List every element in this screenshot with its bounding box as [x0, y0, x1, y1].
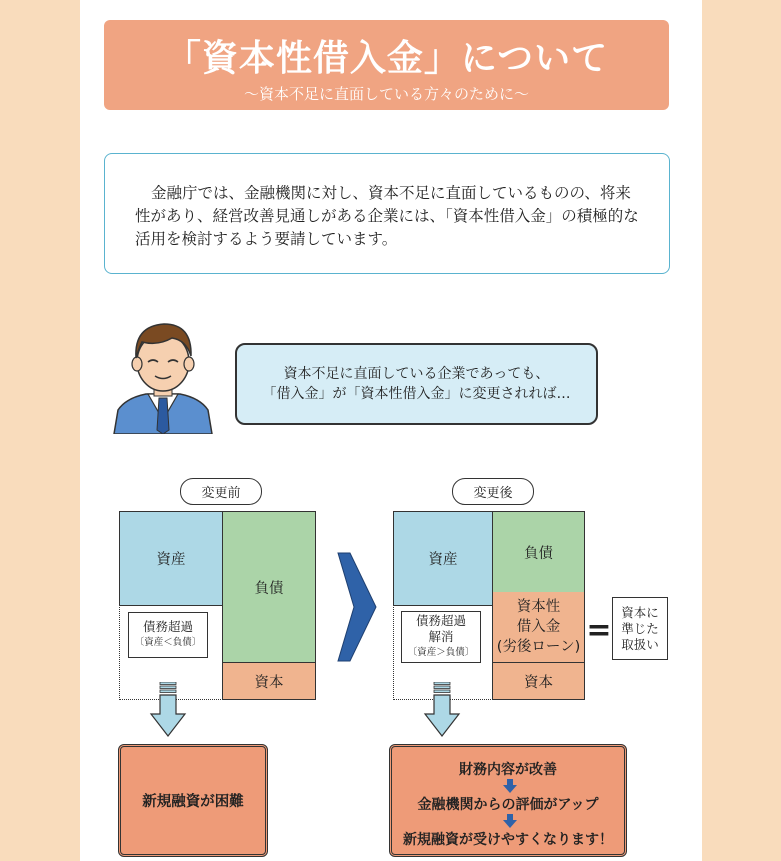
- transition-arrow-icon: [336, 551, 378, 663]
- after-capital-loan-box: [492, 592, 585, 663]
- after-liabilities-box: 負債: [492, 511, 585, 593]
- result-line-3: 新規融資が受けやすくなります！: [403, 832, 613, 848]
- page-subtitle: 〜資本不足に直面している方々のために〜: [243, 85, 529, 103]
- treated-line-1: 資本に: [621, 604, 659, 620]
- after-excess-label: 債務超過: [415, 613, 466, 628]
- businessman-illustration: [112, 318, 214, 434]
- before-assets-box: 資産: [119, 511, 223, 606]
- after-tag: 変更後: [452, 478, 534, 505]
- after-excess-condition: 〔資産＞負債〕: [407, 647, 475, 658]
- before-excess-label: 債務超過: [142, 619, 193, 634]
- before-tag: 変更前: [180, 478, 262, 505]
- before-liabilities-box: 負債: [222, 511, 316, 663]
- intro-text: 金融庁では、金融機関に対し、資本不足に直面しているものの、将来性があり、経営改善見通しがある企業には、「資本性借入金」の積極的な活用を検討するよう要請しています。: [135, 184, 639, 248]
- capital-loan-line-2: 借入金: [516, 619, 561, 635]
- treated-line-2: 準じた: [621, 620, 659, 636]
- capital-loan-line-3: (劣後ローン): [496, 639, 581, 655]
- after-excess-resolved: 解消: [428, 629, 454, 644]
- title-banner: [104, 20, 669, 110]
- speech-line-1: 資本不足に直面している企業であっても、: [283, 366, 550, 382]
- result-down-arrow-icon-1: [503, 779, 517, 793]
- before-down-arrow-icon: [148, 682, 188, 738]
- capital-loan-line-1: 資本性: [516, 599, 561, 615]
- result-line-1: 財務内容が改善: [459, 762, 557, 778]
- treated-as-capital-box: [612, 597, 668, 660]
- speech-bubble: [235, 343, 598, 425]
- speech-line-2: 「借入金」が「資本性借入金」に変更されれば…: [262, 386, 571, 402]
- page-title: 「資本性借入金」について: [164, 38, 609, 79]
- page-panel: [80, 0, 702, 861]
- after-excess-box: [401, 611, 481, 663]
- after-down-arrow-icon: [422, 682, 462, 738]
- result-line-2: 金融機関からの評価がアップ: [417, 797, 599, 813]
- equals-sign: =: [586, 612, 612, 648]
- before-capital-box: 資本: [222, 662, 316, 700]
- treated-line-3: 取扱い: [621, 636, 659, 652]
- after-result-box: [389, 744, 627, 857]
- intro-box: [104, 153, 670, 274]
- after-capital-box: 資本: [492, 662, 585, 700]
- before-result-box: 新規融資が困難: [118, 744, 268, 857]
- before-excess-box: [128, 612, 208, 658]
- after-assets-box: 資産: [393, 511, 493, 606]
- before-excess-condition: 〔資産＜負債〕: [134, 637, 202, 648]
- result-down-arrow-icon-2: [503, 814, 517, 828]
